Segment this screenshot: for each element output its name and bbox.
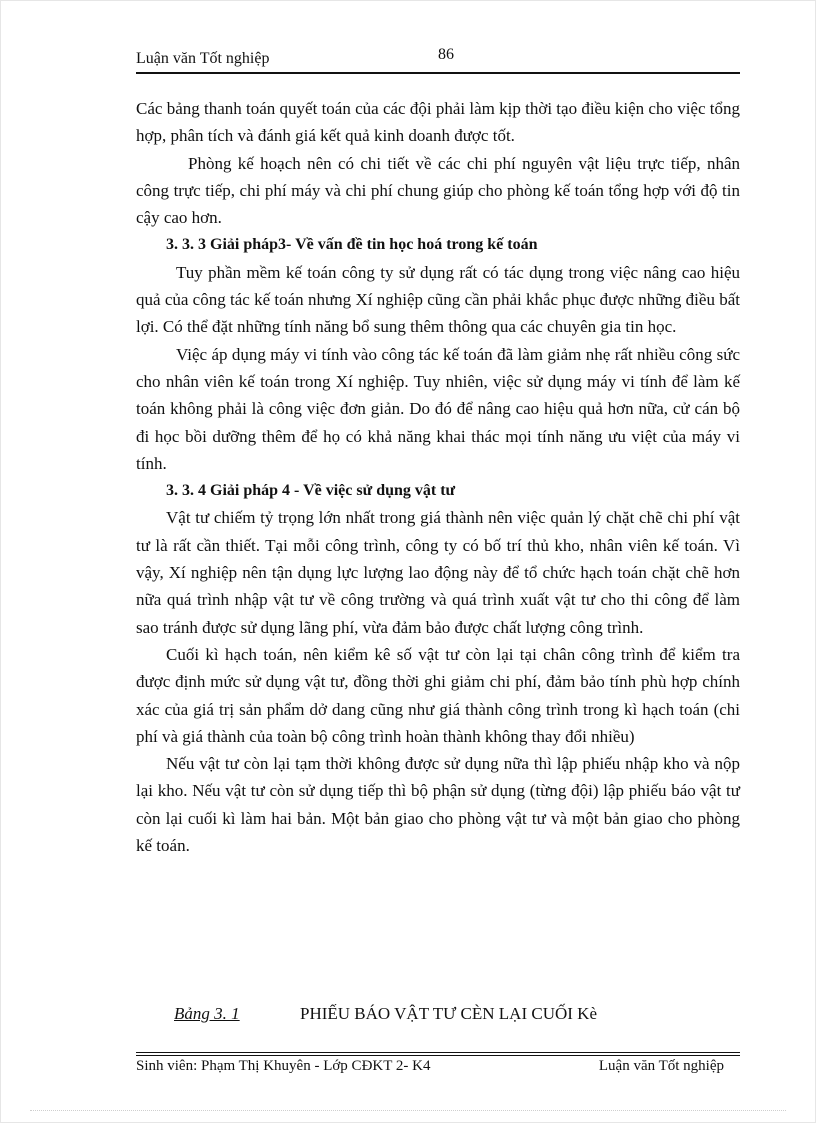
footer-document-title: Luận văn Tốt nghiệp	[598, 1058, 724, 1074]
paragraph-5: Vật tư chiếm tỷ trọng lớn nhất trong giá thành nên việc quản lý chặt chẽ chi phí vật tư là rất cần thiết. Tại mỗi công trình, công ty có bố trí thủ kho, nhân viên kế toán. Vì vậy, Xí nghiệp nên tận dụng lực lượng lao động này để tổ chức hạch toán chặt chẽ hơn nữa quá trình nhập vật tư về công trường và quá trình xuất vật tư cho thi công để làm sao tránh được sử dụng lãng phí, vừa đảm bảo được chất lượng công trình.	[136, 508, 740, 637]
paragraph-3: Tuy phần mềm kế toán công ty sử dụng rất có tác dụng trong việc nâng cao hiệu quả của công tác kế toán nhưng Xí nghiệp cũng cần phải khắc phục được những điều bất lợi. Có thể đặt những tính năng bổ sung thêm thông qua các chuyên gia tin học.	[136, 262, 740, 337]
paragraph-1: Các bảng thanh toán quyết toán của các đội phải làm kịp thời tạo điều kiện cho việc tổng hợp, phân tích và đánh giá kết quả kinh doanh được tốt.	[136, 99, 740, 146]
table-caption	[174, 1004, 740, 1024]
table-caption-title: PHIẾU BÁO VẬT TƯ CÈN LẠI CUỐI Kè	[300, 1004, 597, 1023]
page-bottom-divider	[30, 1110, 786, 1111]
footer-student-info: Sinh viên: Phạm Thị Khuyên - Lớp CĐKT 2- K4	[136, 1058, 431, 1074]
paragraph-7: Nếu vật tư còn lại tạm thời không được sử dụng nữa thì lập phiếu nhập kho và nộp lại kho. Nếu vật tư còn sử dụng tiếp thì bộ phận sử dụng (từng đội) lập phiếu báo vật tư còn lại cuối kì làm hai bản. Một bản giao cho phòng vật tư và một bản giao cho phòng kế toán.	[136, 754, 740, 856]
section-heading-3-3-4: 3. 3. 4 Giải pháp 4 - Về việc sử dụng vật tư	[166, 482, 456, 500]
table-caption-label: Bảng 3. 1	[174, 1004, 240, 1023]
header-title: Luận văn Tốt nghiệp	[136, 50, 270, 67]
page-number: 86	[438, 46, 454, 63]
header-rule	[136, 72, 740, 74]
footer-rule	[136, 1052, 740, 1056]
document-body	[136, 95, 740, 859]
paragraph-6: Cuối kì hạch toán, nên kiểm kê số vật tư còn lại tại chân công trình để kiểm tra được định mức sử dụng vật tư, đồng thời ghi giảm chi phí, đảm bảo tính phù hợp chính xác của giá trị sản phẩm dở dang cũng như giá thành công trình trong kì hạch toán (chi phí và giá thành của toàn bộ công trình hoàn thành không thay đổi nhiều)	[136, 644, 740, 746]
paragraph-4: Việc áp dụng máy vi tính vào công tác kế toán đã làm giảm nhẹ rất nhiều công sức cho nhân viên kế toán trong Xí nghiệp. Tuy nhiên, việc sử dụng máy vi tính để làm kế toán không phải là công việc đơn giản. Do đó để nâng cao hiệu quả hơn nữa, cử cán bộ đi học bồi dưỡng thêm để họ có khả năng khai thác mọi tính năng ưu việt của máy vi tính.	[136, 344, 740, 473]
page-header	[136, 46, 740, 74]
paragraph-2: Phòng kế hoạch nên có chi tiết về các chi phí nguyên vật liệu trực tiếp, nhân công trực tiếp, chi phí máy và chi phí chung giúp cho phòng kế toán tổng hợp với độ tin cậy cao hơn.	[136, 153, 740, 228]
section-heading-3-3-3: 3. 3. 3 Giải pháp3- Về vấn đề tin học hoá trong kế toán	[166, 236, 538, 254]
